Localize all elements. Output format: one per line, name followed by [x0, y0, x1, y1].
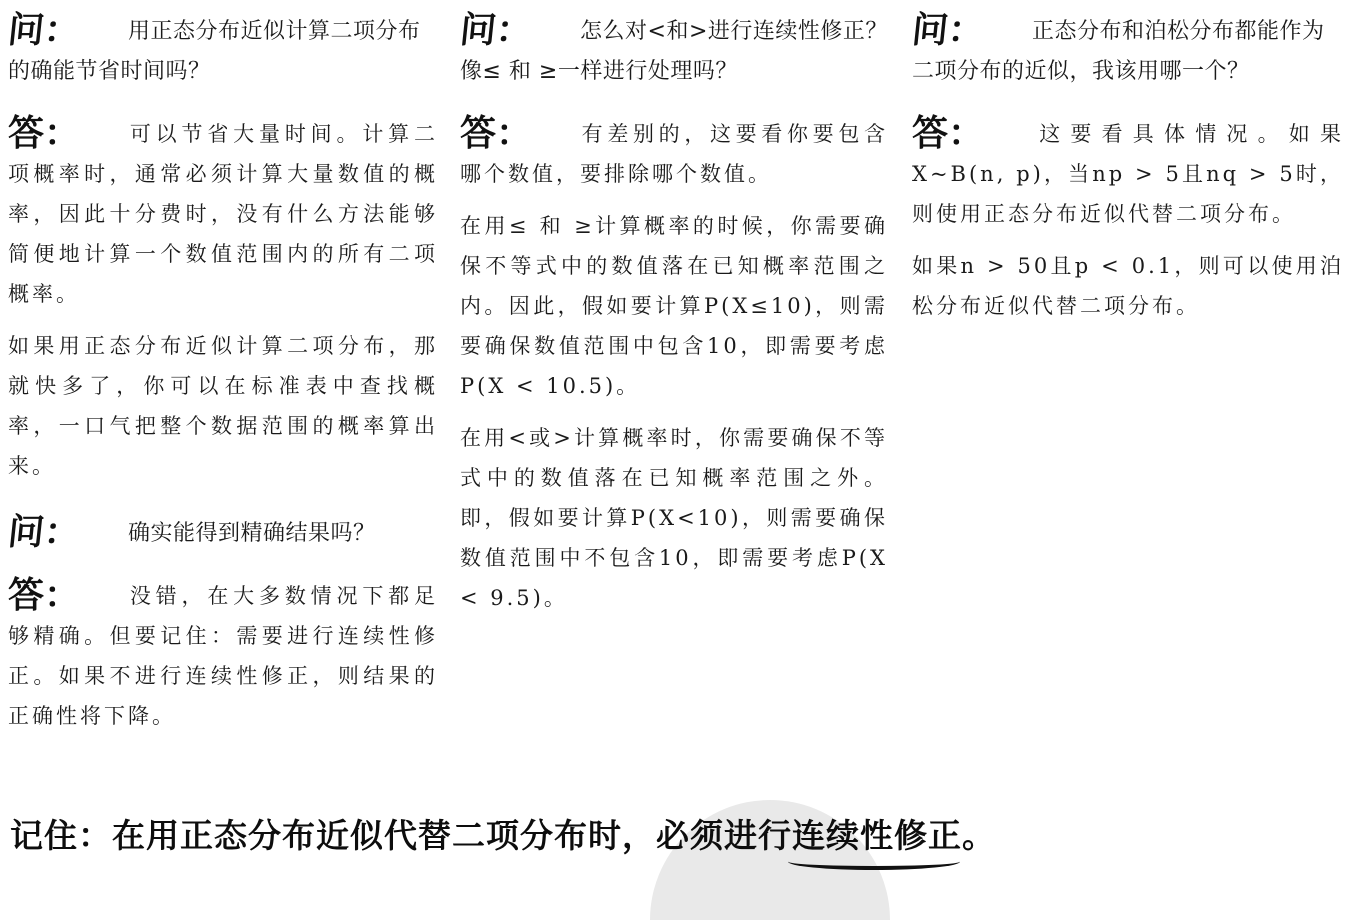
- answer-paragraph: 如果用正态分布近似计算二项分布，那就快多了，你可以在标准表中查找概率，一口气把整个数据范围的概率算出来。: [8, 334, 438, 478]
- question-line: [5, 10, 438, 92]
- answer-label: 答：: [912, 113, 985, 154]
- remember-note-prefix: 记住：在用正态分布近似代替二项分布时，必须进行: [10, 816, 792, 855]
- answer-paragraph: [912, 114, 1344, 234]
- question-label: 问：: [909, 10, 987, 51]
- question-label: 问：: [457, 10, 535, 51]
- answer-text: 有差别的，这要看你要包含哪个数值，要排除哪个数值。: [460, 122, 888, 186]
- question-line: [5, 512, 438, 554]
- remember-note-suffix: 。: [962, 816, 996, 855]
- answer-label: 答：: [460, 113, 533, 154]
- remember-note-emphasis: 连续性修正: [792, 812, 962, 860]
- answer-text: 可以节省大量时间。计算二项概率时，通常必须计算大量数值的概率，因此十分费时，没有什么方法能够简便地计算一个数值范围内的所有二项概率。: [8, 122, 438, 306]
- answer-paragraph: [8, 114, 438, 314]
- question-line: [457, 10, 888, 92]
- question-text: 怎么对<和>进行连续性修正？像≤ 和 ≥一样进行处理吗？: [460, 19, 888, 84]
- question-line: [909, 10, 1344, 92]
- qa-block: [457, 10, 888, 618]
- answer-label: 答：: [8, 575, 81, 616]
- column-3: [909, 10, 1344, 338]
- column-2: [457, 10, 888, 630]
- answer-paragraph: 在用<或>计算概率时，你需要确保不等式中的数值落在已知概率范围之外。即，假如要计算P(X<10)，则需要确保数值范围中不包含10，即需要考虑P(X < 9.5)。: [460, 426, 888, 610]
- answer-text: 这要看具体情况。如果X~B(n, p)，当np > 5且nq > 5时，则使用正态分布近似代替二项分布。: [912, 122, 1344, 226]
- qa-block: [5, 512, 438, 736]
- answer-paragraph: [8, 576, 438, 736]
- question-text: 用正态分布近似计算二项分布的确能节省时间吗？: [8, 19, 421, 84]
- answer-paragraph: [460, 114, 888, 194]
- column-1: [5, 10, 438, 748]
- question-text: 正态分布和泊松分布都能作为二项分布的近似，我该用哪一个？: [912, 19, 1325, 84]
- answer-text: 没错，在大多数情况下都足够精确。但要记住：需要进行连续性修正。如果不进行连续性修正，则结果的正确性将下降。: [8, 584, 438, 728]
- question-label: 问：: [5, 10, 83, 51]
- answer-label: 答：: [8, 113, 81, 154]
- question-label: 问：: [5, 512, 83, 553]
- question-text: 确实能得到精确结果吗？: [128, 521, 376, 546]
- answer-paragraph: 如果n > 50且p < 0.1，则可以使用泊松分布近似代替二项分布。: [912, 254, 1344, 318]
- qa-block: [5, 10, 438, 486]
- qa-block: [909, 10, 1344, 326]
- remember-note: [10, 812, 996, 860]
- answer-paragraph: 在用≤ 和 ≥计算概率的时候，你需要确保不等式中的数值落在已知概率范围之内。因此，假如要计算P(X≤10)，则需要确保数值范围中包含10，即需要考虑P(X < 10.5)。: [460, 214, 888, 398]
